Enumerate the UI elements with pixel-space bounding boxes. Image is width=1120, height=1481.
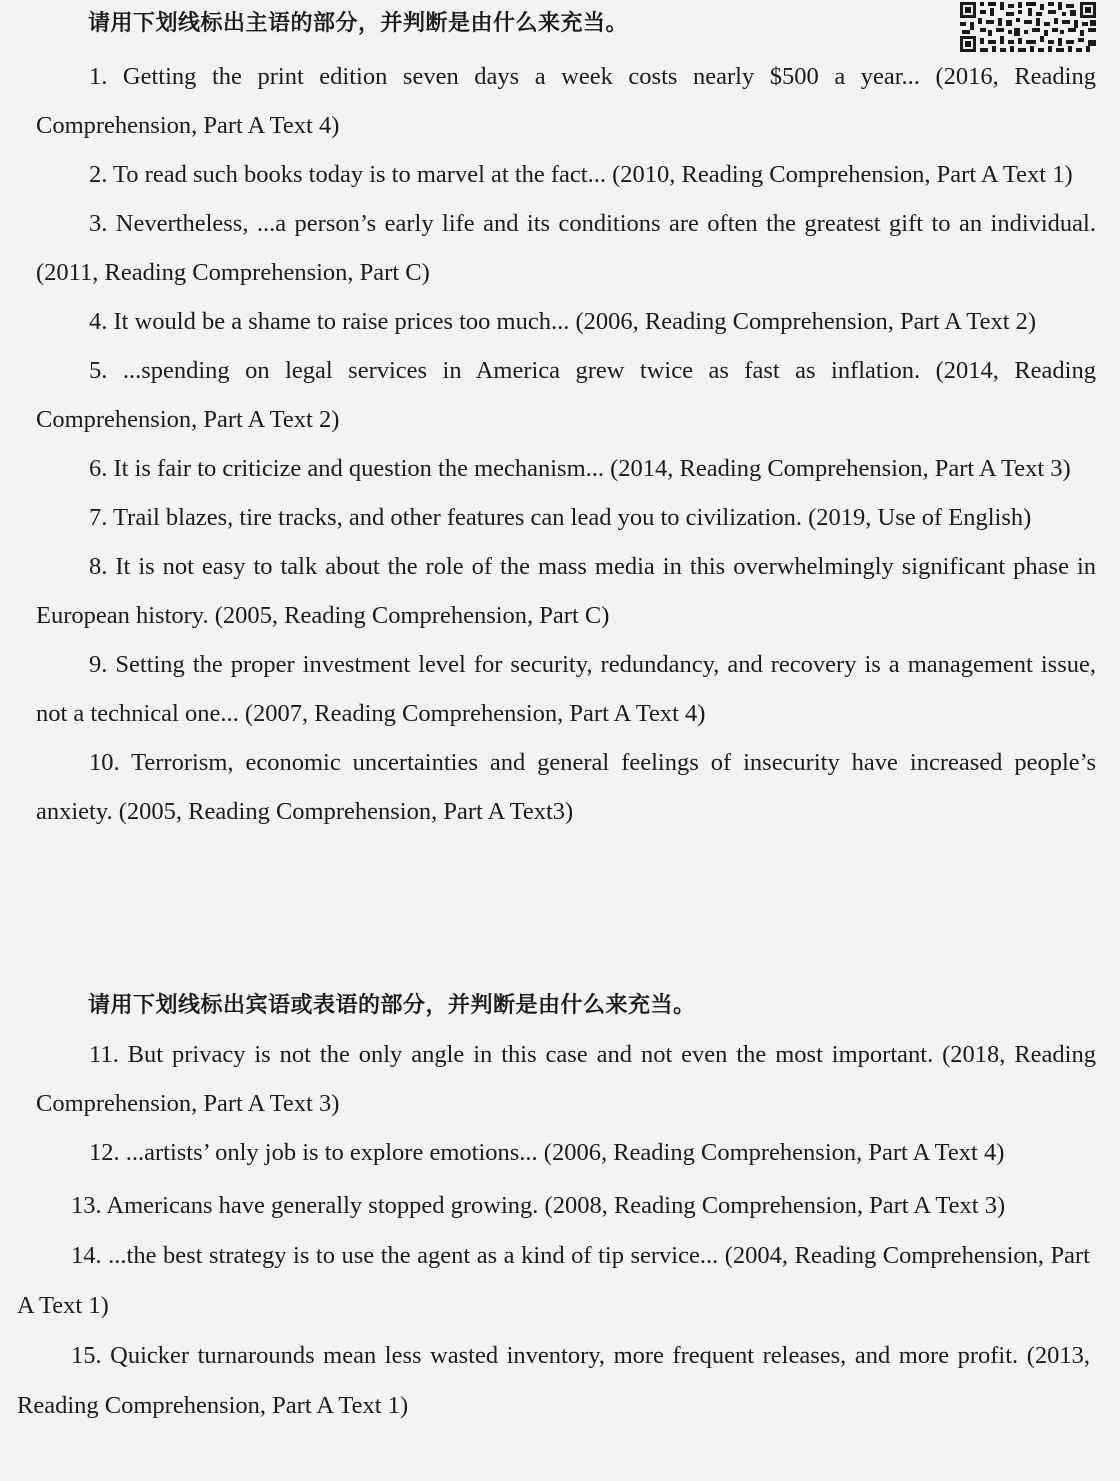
exercise-item-10: 10. Terrorism, economic uncertainties and general feelings of insecurity have increased people’s anxiety. (2005, Reading Comprehension, Part A Text3) — [36, 749, 1096, 825]
exercise-item-11: 11. But privacy is not the only angle in this case and not even the most important. (2018, Reading Comprehension, Part A Text 3) — [36, 1041, 1096, 1117]
section-2-heading: 请用下划线标出宾语或表语的部分，并判断是由什么来充当。 — [88, 993, 696, 1018]
exercise-item-14: 14. ...the best strategy is to use the agent as a kind of tip service... (2004, Reading Comprehension, Part A Text 1) — [17, 1242, 1090, 1319]
exercise-item-15: 15. Quicker turnarounds mean less wasted inventory, more frequent releases, and more profit. (2013, Reading Comprehension, Part A Text 1) — [17, 1342, 1090, 1419]
exercise-item-4: 4. It would be a shame to raise prices too much... (2006, Reading Comprehension, Part A Text 2) — [89, 308, 1037, 335]
exercise-item-6: 6. It is fair to criticize and question the mechanism... (2014, Reading Comprehension, Part A Text 3) — [89, 455, 1071, 482]
section-2-object-predicative-exercises — [0, 1030, 1120, 1431]
exercise-item-5: 5. ...spending on legal services in America grew twice as fast as inflation. (2014, Reading Comprehension, Part A Text 2) — [36, 357, 1096, 433]
exercise-item-8: 8. It is not easy to talk about the role of the mass media in this overwhelmingly significant phase in European history. (2005, Reading Comprehension, Part C) — [36, 553, 1096, 629]
section-1-subject-exercises — [0, 52, 1120, 836]
exercise-item-2: 2. To read such books today is to marvel at the fact... (2010, Reading Comprehension, Part A Text 1) — [89, 161, 1073, 188]
section-1-heading: 请用下划线标出主语的部分，并判断是由什么来充当。 — [88, 11, 629, 36]
exercise-item-13: 13. Americans have generally stopped growing. (2008, Reading Comprehension, Part A Text 3) — [71, 1192, 1006, 1219]
exercise-item-9: 9. Setting the proper investment level for security, redundancy, and recovery is a management issue, not a technical one... (2007, Reading Comprehension, Part A Text 4) — [36, 651, 1096, 727]
exercise-item-3: 3. Nevertheless, ...a person’s early life and its conditions are often the greatest gift to an individual. (2011, Reading Comprehension, Part C) — [36, 210, 1096, 286]
exercise-item-7: 7. Trail blazes, tire tracks, and other features can lead you to civilization. (2019, Use of English) — [89, 504, 1032, 531]
qr-code-icon — [958, 0, 1098, 54]
exercise-item-1: 1. Getting the print edition seven days a week costs nearly $500 a year... (2016, Reading Comprehension, Part A Text 4) — [36, 63, 1096, 139]
exercise-item-12: 12. ...artists’ only job is to explore emotions... (2006, Reading Comprehension, Part A Text 4) — [89, 1139, 1005, 1166]
